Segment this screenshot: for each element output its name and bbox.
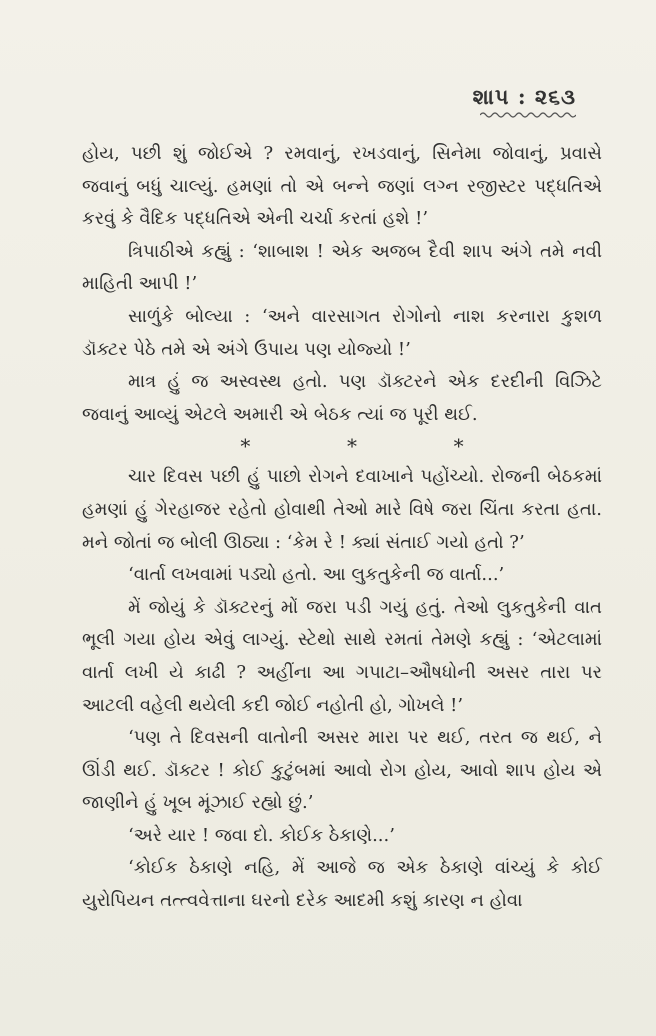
- page-header: [473, 84, 576, 119]
- separator-star: *: [240, 434, 251, 459]
- wavy-underline-ornament: [480, 111, 576, 119]
- paragraph: માત્ર હું જ અસ્વસ્થ હતો. પણ ડૉક્ટરને એક દરદીની વિઝિટે જવાનું આવ્યું એટલે અમારી એ બેઠક ત્યાં જ પૂરી થઈ.: [82, 371, 602, 425]
- separator-star: *: [346, 434, 357, 459]
- paragraph: હોય, પછી શું જોઈએ ? રમવાનું, રખડવાનું, સિનેમા જોવાનું, પ્રવાસે જવાનું બધું ચાલ્યું. હમણાં તો એ બન્ને જણાં લગ્ન રજીસ્ટર પદ્ધતિએ કરવું કે વૈદિક પદ્ધતિએ એની ચર્ચા કરતાં હશે !’: [82, 143, 602, 230]
- paragraph: ‘વાર્તા લખવામાં પડ્યો હતો. આ લુકતુકેની જ વાર્તા...’: [128, 564, 505, 586]
- paragraph: ત્રિપાઠીએ કહ્યું : ‘શાબાશ ! એક અજબ દૈવી શાપ અંગે તમે નવી માહિતી આપી !’: [82, 240, 602, 295]
- paragraph: મેં જોયું કે ડૉક્ટરનું મોં જરા પડી ગયું હતું. તેઓ લુકતુકેની વાત ભૂલી ગયા હોય એવું લાગ્યું. સ્ટેથો સાથે રમતાં તેમણે કહ્યું : ‘એટલામાં વાર્તા લખી યે કાઢી ? અહીંના આ ગપાટા–ઔષધોની અસર તારા પર આટલી વહેલી થયેલી કદી જોઈ નહોતી હો, ગોખલે !’: [82, 596, 602, 716]
- paragraph: ‘કોઈક ઠેકાણે નહિ, મેં આજે જ એક ઠેકાણે વાંચ્યું કે કોઈ યુરોપિયન તત્ત્વવેત્તાના ઘરનો દરેક આદમી કશું કારણ ન હોવા: [82, 857, 602, 912]
- running-head: શાપ : ૨૬૩: [472, 84, 576, 109]
- page-body: [82, 138, 602, 918]
- paragraph: સાળુંકે બોલ્યા : ‘અને વારસાગત રોગોનો નાશ કરનારા કુશળ ડૉક્ટર પેઠે તમે એ અંગે ઉપાય પણ યોજ્યો !’: [82, 305, 602, 360]
- paragraph: ચાર દિવસ પછી હું પાછો રોગને દવાખાને પહોંચ્યો. રોજની બેઠકમાં હમણાં હું ગેરહાજર રહેતો હોવાથી તેઓ મારે વિષે જરા ચિંતા કરતા હતા. મને જોતાં જ બોલી ઊઠ્યા : ‘કેમ રે ! ક્યાં સંતાઈ ગયો હતો ?’: [82, 466, 602, 553]
- paragraph: ‘પણ તે દિવસની વાતોની અસર મારા પર થઈ, તરત જ થઈ, ને ઊંડી થઈ. ડૉક્ટર ! કોઈ કુટુંબમાં આવો રોગ હોય, આવો શાપ હોય એ જાણીને હું ખૂબ મૂંઝાઈ રહ્યો છું.’: [82, 727, 602, 814]
- paragraph: ‘અરે યાર ! જવા દો. કોઈક ઠેકાણે...’: [128, 824, 395, 846]
- separator-star: *: [453, 434, 464, 459]
- section-separator: [192, 431, 512, 461]
